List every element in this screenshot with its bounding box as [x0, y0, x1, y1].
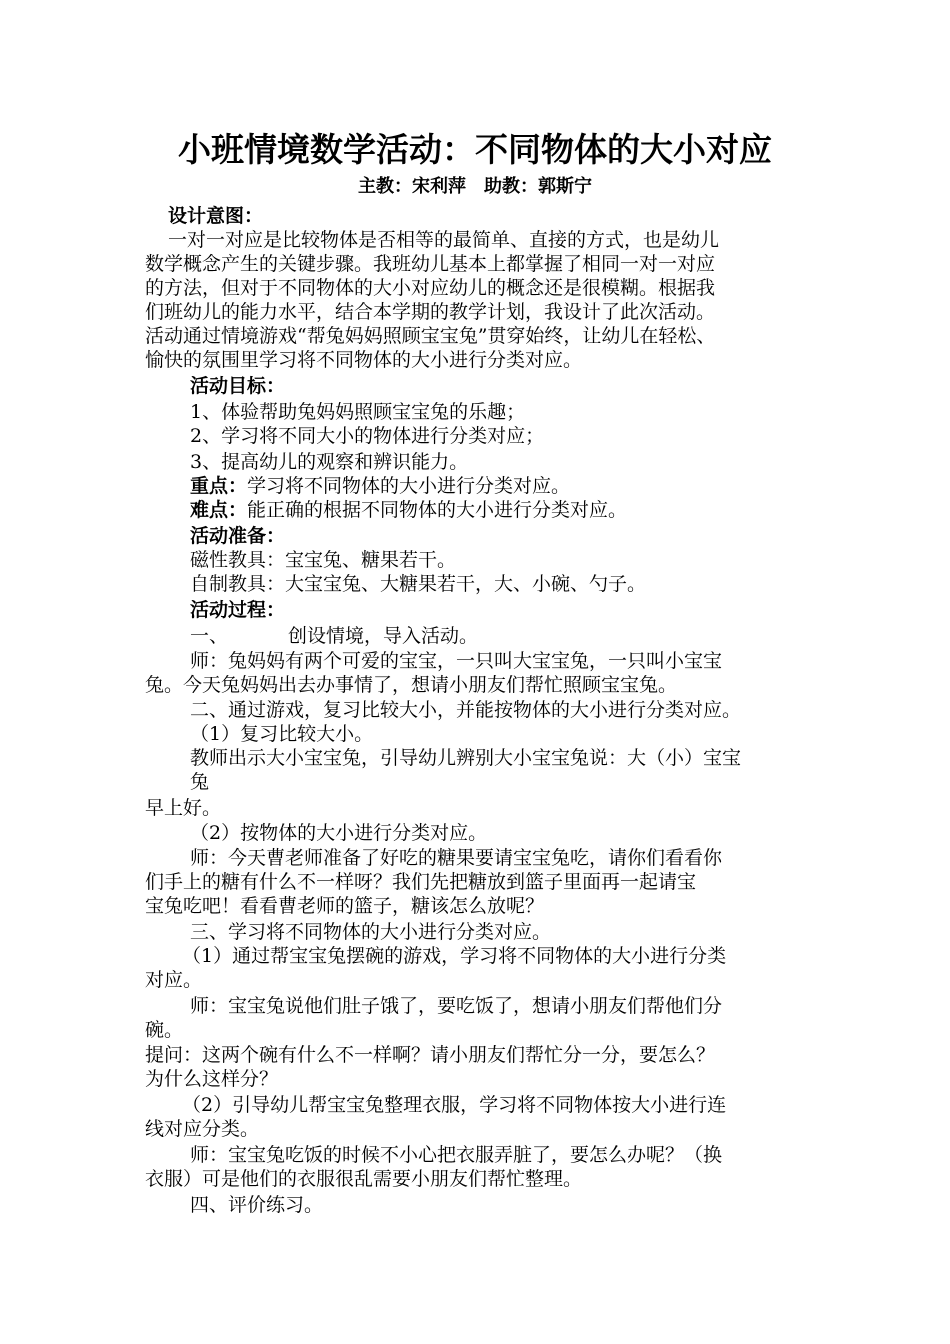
design-intent-line: 的方法，但对于不同物体的大小对应幼儿的概念还是很模糊。根据我 [145, 277, 716, 299]
process-line: （2）按物体的大小进行分类对应。 [190, 822, 488, 844]
difficulty [190, 498, 627, 522]
design-intent-heading: 设计意图： [168, 205, 264, 227]
process-heading: 活动过程： [190, 599, 286, 621]
process-line: 衣服）可是他们的衣服很乱需要小朋友们帮忙整理。 [145, 1168, 583, 1190]
process-line: 线对应分类。 [145, 1118, 260, 1140]
process-line: （1）复习比较大小。 [190, 723, 374, 745]
process-line: （1）通过帮宝宝兔摆碗的游戏，学习将不同物体的大小进行分类 [182, 945, 727, 967]
key-point-label: 重点： [190, 475, 248, 497]
process-line: 提问：这两个碗有什么不一样啊？请小朋友们帮忙分一分，要怎么？ [145, 1044, 716, 1066]
process-step-1-number: 一、 [190, 625, 229, 647]
goal-item: 2、学习将不同大小的物体进行分类对应； [190, 425, 545, 447]
design-intent-line: 数学概念产生的关键步骤。我班幼儿基本上都掌握了相同一对一对应 [145, 253, 716, 275]
design-intent-line: 活动通过情境游戏“帮兔妈妈照顾宝宝兔”贯穿始终，让幼儿在轻松、 [145, 325, 716, 347]
process-line: 早上好。 [145, 797, 222, 819]
process-line: 碗。 [145, 1019, 184, 1041]
goal-item: 3、提高幼儿的观察和辨识能力。 [190, 451, 469, 473]
key-point-text: 学习将不同物体的大小进行分类对应。 [247, 475, 571, 497]
goal-item: 1、体验帮助兔妈妈照顾宝宝兔的乐趣； [190, 401, 526, 423]
document-authors: 主教：宋利萍 助教：郭斯宁 [358, 176, 592, 197]
process-line: 们手上的糖有什么不一样呀？我们先把糖放到篮子里面再一起请宝 [145, 871, 697, 893]
process-line: 师：宝宝兔吃饭的时候不小心把衣服弄脏了，要怎么办呢？（换 [190, 1144, 723, 1166]
design-intent-line: 愉快的氛围里学习将不同物体的大小进行分类对应。 [145, 349, 583, 371]
process-line: 三、学习将不同物体的大小进行分类对应。 [190, 921, 552, 943]
process-step-1-text: 创设情境，导入活动。 [288, 625, 479, 647]
process-line: 对应。 [145, 969, 203, 991]
process-line: 四、评价练习。 [190, 1194, 324, 1216]
process-line: 师：兔妈妈有两个可爱的宝宝，一只叫大宝宝兔，一只叫小宝宝 [190, 650, 723, 672]
process-line: 兔 [190, 771, 210, 793]
process-line: （2）引导幼儿帮宝宝兔整理衣服，学习将不同物体按大小进行连 [182, 1094, 727, 1116]
process-line: 二、通过游戏，复习比较大小，并能按物体的大小进行分类对应。 [190, 699, 742, 721]
difficulty-text: 能正确的根据不同物体的大小进行分类对应。 [247, 499, 628, 521]
process-line: 师：宝宝兔说他们肚子饿了，要吃饭了，想请小朋友们帮他们分 [190, 995, 723, 1017]
design-intent-line: 一对一对应是比较物体是否相等的最简单、直接的方式，也是幼儿 [168, 229, 720, 251]
process-line: 兔。今天兔妈妈出去办事情了，想请小朋友们帮忙照顾宝宝兔。 [145, 674, 678, 696]
process-step-1 [190, 624, 478, 648]
preparation-item: 自制教具：大宝宝兔、大糖果若干，大、小碗、勺子。 [190, 573, 647, 595]
design-intent-line: 们班幼儿的能力水平，结合本学期的教学计划，我设计了此次活动。 [145, 301, 716, 323]
goals-heading: 活动目标： [190, 375, 286, 397]
preparation-heading: 活动准备： [190, 525, 286, 547]
process-line: 为什么这样分？ [145, 1068, 279, 1090]
document-title: 小班情境数学活动：不同物体的大小对应 [178, 130, 772, 169]
difficulty-label: 难点： [190, 499, 248, 521]
preparation-item: 磁性教具：宝宝兔、糖果若干。 [190, 549, 457, 571]
key-point [190, 474, 570, 498]
process-line: 教师出示大小宝宝兔，引导幼儿辨别大小宝宝兔说：大（小）宝宝 [190, 747, 742, 769]
process-line: 师：今天曹老师准备了好吃的糖果要请宝宝兔吃，请你们看看你 [190, 847, 723, 869]
process-line: 宝兔吃吧！看看曹老师的篮子，糖该怎么放呢？ [145, 895, 545, 917]
